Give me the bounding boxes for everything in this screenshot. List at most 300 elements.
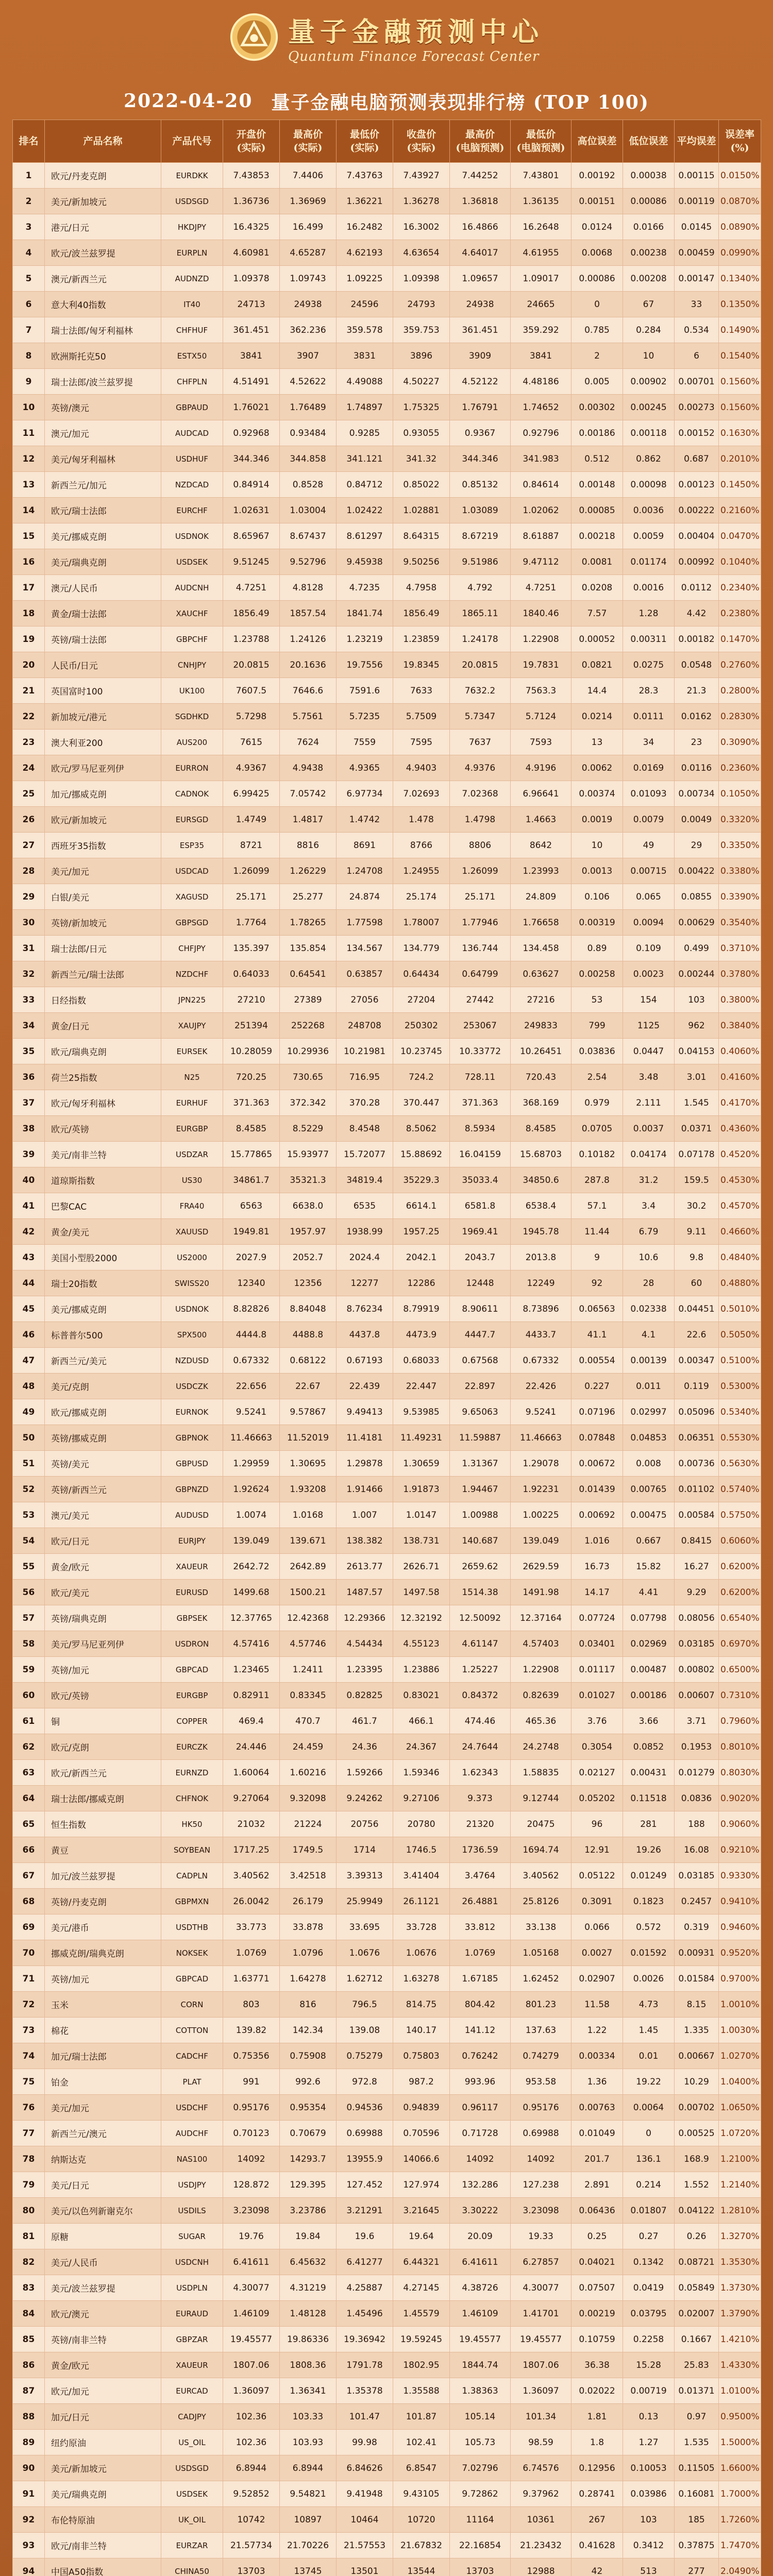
cell-high: 1957.97 [280,1219,337,1245]
cell-err-pct: 1.5000% [719,2430,761,2455]
cell-product-name: 欧元/新加坡元 [45,807,161,833]
cell-err-low: 34 [623,730,675,755]
cell-err-avg: 0.0145 [675,214,719,240]
cell-high: 10897 [280,2507,337,2533]
cell-err-high: 287.8 [572,1167,623,1193]
table-row [13,1811,761,1837]
cell-low: 2613.77 [337,1554,393,1580]
cell-high: 1857.54 [280,601,337,626]
cell-pred-low: 134.458 [511,936,572,961]
cell-open: 24713 [223,292,280,317]
cell-err-avg: 0.00736 [675,1451,719,1477]
cell-err-high: 2 [572,343,623,369]
cell-rank: 90 [13,2455,45,2481]
cell-high: 25.277 [280,884,337,910]
cell-err-high: 1.016 [572,1528,623,1554]
cell-low: 7591.6 [337,678,393,704]
cell-low: 1.35378 [337,2378,393,2404]
table-row [13,1399,761,1425]
cell-err-avg: 25.83 [675,2352,719,2378]
cell-err-low: 0.00475 [623,1502,675,1528]
cell-close: 9.53985 [393,1399,450,1425]
cell-rank: 56 [13,1580,45,1605]
cell-product-code: XAGUSD [161,884,223,910]
cell-err-pct: 0.2380% [719,601,761,626]
cell-err-pct: 0.0870% [719,189,761,214]
cell-err-low: 0.0037 [623,1116,675,1142]
cell-pred-low: 4.48186 [511,369,572,395]
cell-err-high: 2.54 [572,1064,623,1090]
cell-pred-low: 8.4585 [511,1116,572,1142]
cell-open: 22.656 [223,1374,280,1399]
table-row [13,2558,761,2576]
table-row [13,1193,761,1219]
cell-low: 716.95 [337,1064,393,1090]
cell-low: 0.84712 [337,472,393,498]
cell-open: 0.82911 [223,1683,280,1708]
table-body [13,163,761,2576]
cell-rank: 37 [13,1090,45,1116]
cell-err-low: 0.00139 [623,1348,675,1374]
cell-close: 3.41404 [393,1863,450,1889]
cell-err-low: 0.04174 [623,1142,675,1167]
cell-pred-high: 13703 [450,2558,511,2576]
cell-low: 0.9285 [337,420,393,446]
cell-pred-low: 8.73896 [511,1296,572,1322]
cell-pred-high: 20.09 [450,2224,511,2249]
table-row [13,2172,761,2198]
cell-high: 1749.5 [280,1837,337,1863]
table-row [13,292,761,317]
cell-low: 3.21291 [337,2198,393,2224]
cell-pred-low: 3841 [511,343,572,369]
cell-low: 1.24708 [337,858,393,884]
cell-rank: 29 [13,884,45,910]
cell-err-high: 0.0062 [572,755,623,781]
cell-err-pct: 0.2760% [719,652,761,678]
cell-product-name: 美元/挪威克朗 [45,1296,161,1322]
cell-product-name: 欧元/瑞典克朗 [45,1039,161,1064]
cell-close: 35229.3 [393,1167,450,1193]
table-row [13,1683,761,1708]
table-row [13,395,761,420]
cell-err-high: 0.01439 [572,1477,623,1502]
cell-product-code: SOYBEAN [161,1837,223,1863]
cell-err-high: 0.00052 [572,626,623,652]
cell-product-code: JPN225 [161,987,223,1013]
cell-low: 1.62712 [337,1966,393,1992]
cell-product-code: AUDNZD [161,266,223,292]
cell-err-pct: 0.8010% [719,1734,761,1760]
cell-product-code: EURGBP [161,1683,223,1708]
cell-err-low: 0.0447 [623,1039,675,1064]
cell-err-avg: 103 [675,987,719,1013]
cell-err-high: 799 [572,1013,623,1039]
cell-err-avg: 0.06351 [675,1425,719,1451]
cell-rank: 76 [13,2095,45,2121]
table-row [13,1528,761,1554]
cell-product-code: EURCHF [161,498,223,523]
cell-rank: 67 [13,1863,45,1889]
cell-close: 140.17 [393,2018,450,2043]
cell-open: 1.36097 [223,2378,280,2404]
cell-product-code: NZDCAD [161,472,223,498]
table-row [13,2069,761,2095]
cell-err-avg: 0.00667 [675,2043,719,2069]
cell-err-low: 0.00118 [623,420,675,446]
cell-rank: 71 [13,1966,45,1992]
cell-high: 1.09743 [280,266,337,292]
cell-rank: 52 [13,1477,45,1502]
cell-err-pct: 1.3270% [719,2224,761,2249]
cell-product-name: 美元/以色列新谢克尔 [45,2198,161,2224]
cell-product-code: UK_OIL [161,2507,223,2533]
cell-err-low: 0.862 [623,446,675,472]
table-row [13,1502,761,1528]
cell-open: 139.049 [223,1528,280,1554]
table-row [13,884,761,910]
cell-err-pct: 0.4880% [719,1270,761,1296]
cell-rank: 79 [13,2172,45,2198]
table-row [13,317,761,343]
cell-err-avg: 0.687 [675,446,719,472]
cell-open: 361.451 [223,317,280,343]
table-row [13,2352,761,2378]
cell-err-high: 0.979 [572,1090,623,1116]
cell-rank: 12 [13,446,45,472]
cell-err-low: 0.00238 [623,240,675,266]
cell-close: 13544 [393,2558,450,2576]
cell-pred-low: 98.59 [511,2430,572,2455]
cell-product-code: GBPSGD [161,910,223,936]
title-text: 量子金融电脑预测表现排行榜 (TOP 100) [271,91,649,113]
cell-pred-low: 8.61887 [511,523,572,549]
cell-high: 7.4406 [280,163,337,189]
cell-pred-high: 8.90611 [450,1296,511,1322]
cell-product-name: 美元/罗马尼亚列伊 [45,1631,161,1657]
cell-err-low: 0.2258 [623,2327,675,2352]
cell-product-name: 美元/加元 [45,2095,161,2121]
cell-product-name: 欧元/匈牙利福林 [45,1090,161,1116]
cell-pred-low: 25.8126 [511,1889,572,1914]
cell-pred-low: 1.36135 [511,189,572,214]
cell-err-high: 0.0019 [572,807,623,833]
cell-pred-high: 33.812 [450,1914,511,1940]
cell-pred-low: 2013.8 [511,1245,572,1270]
cell-pred-low: 7.43801 [511,163,572,189]
cell-pred-low: 7563.3 [511,678,572,704]
cell-err-avg: 277 [675,2558,719,2576]
cell-open: 0.75356 [223,2043,280,2069]
cell-rank: 38 [13,1116,45,1142]
cell-low: 7.43763 [337,163,393,189]
cell-high: 252268 [280,1013,337,1039]
cell-product-code: EURNOK [161,1399,223,1425]
cell-err-pct: 0.4660% [719,1219,761,1245]
table-row [13,2378,761,2404]
cell-err-avg: 9.29 [675,1580,719,1605]
cell-close: 4.27145 [393,2275,450,2301]
cell-err-avg: 1.335 [675,2018,719,2043]
cell-err-avg: 0.119 [675,1374,719,1399]
table-row [13,1837,761,1863]
cell-high: 135.854 [280,936,337,961]
cell-product-name: 美元/港币 [45,1914,161,1940]
cell-rank: 32 [13,961,45,987]
cell-pred-high: 1.09657 [450,266,511,292]
cell-err-low: 0.214 [623,2172,675,2198]
cell-product-code: PLAT [161,2069,223,2095]
cell-err-pct: 1.3790% [719,2301,761,2327]
cell-open: 26.0042 [223,1889,280,1914]
col-header-err-high: 高位误差 [572,120,623,163]
cell-high: 8.67437 [280,523,337,549]
cell-pred-high: 3.30222 [450,2198,511,2224]
cell-err-avg: 0.534 [675,317,719,343]
cell-pred-high: 11.59887 [450,1425,511,1451]
cell-product-code: USDCHF [161,2095,223,2121]
cell-open: 3841 [223,343,280,369]
cell-product-code: EURHUF [161,1090,223,1116]
cell-err-low: 15.82 [623,1554,675,1580]
cell-err-low: 19.22 [623,2069,675,2095]
cell-low: 1487.57 [337,1580,393,1605]
cell-err-avg: 0.00147 [675,266,719,292]
cell-pred-high: 0.85132 [450,472,511,498]
cell-err-low: 103 [623,2507,675,2533]
cell-err-pct: 0.6500% [719,1657,761,1683]
cell-err-low: 0.0275 [623,652,675,678]
cell-rank: 85 [13,2327,45,2352]
cell-err-high: 0.05122 [572,1863,623,1889]
cell-pred-low: 0.69988 [511,2121,572,2146]
cell-pred-low: 16.2648 [511,214,572,240]
cell-err-pct: 1.4330% [719,2352,761,2378]
cell-low: 6.41277 [337,2249,393,2275]
cell-err-low: 0.07798 [623,1605,675,1631]
cell-err-low: 0.0094 [623,910,675,936]
cell-close: 19.8345 [393,652,450,678]
cell-product-name: 标普普尔500 [45,1322,161,1348]
cell-open: 1.29959 [223,1451,280,1477]
cell-high: 16.499 [280,214,337,240]
cell-err-avg: 3.01 [675,1064,719,1090]
cell-err-pct: 0.3840% [719,1013,761,1039]
cell-err-pct: 0.2360% [719,755,761,781]
cell-high: 1.48128 [280,2301,337,2327]
cell-low: 1.36221 [337,189,393,214]
cell-high: 26.179 [280,1889,337,1914]
cell-err-pct: 0.5010% [719,1296,761,1322]
cell-product-code: AUDCHF [161,2121,223,2146]
table-row [13,1167,761,1193]
cell-product-code: USDCNH [161,2249,223,2275]
quantum-logo-icon [229,12,279,62]
cell-rank: 87 [13,2378,45,2404]
cell-product-name: 英镑/澳元 [45,395,161,420]
cell-err-low: 0.00038 [623,163,675,189]
cell-low: 33.695 [337,1914,393,1940]
cell-open: 12340 [223,1270,280,1296]
cell-err-pct: 0.3320% [719,807,761,833]
cell-rank: 47 [13,1348,45,1374]
col-header-close: 收盘价 (实际) [393,120,450,163]
cell-err-high: 0.07848 [572,1425,623,1451]
cell-high: 19.86336 [280,2327,337,2352]
cell-err-pct: 0.9700% [719,1966,761,1992]
table-row [13,1270,761,1296]
cell-pred-high: 2043.7 [450,1245,511,1270]
cell-high: 33.878 [280,1914,337,1940]
cell-err-pct: 1.2810% [719,2198,761,2224]
cell-pred-high: 253067 [450,1013,511,1039]
cell-product-code: GBPMXN [161,1889,223,1914]
cell-pred-high: 1969.41 [450,1219,511,1245]
cell-err-high: 57.1 [572,1193,623,1219]
cell-product-name: 黄金/日元 [45,1013,161,1039]
table-row [13,1219,761,1245]
cell-open: 1.23788 [223,626,280,652]
cell-err-pct: 0.9460% [719,1914,761,1940]
cell-product-code: SPX500 [161,1322,223,1348]
cell-pred-high: 25.171 [450,884,511,910]
cell-pred-low: 4.61955 [511,240,572,266]
cell-close: 814.75 [393,1992,450,2018]
cell-product-code: XAUJPY [161,1013,223,1039]
cell-err-pct: 0.4160% [719,1064,761,1090]
table-row [13,833,761,858]
cell-low: 8.61297 [337,523,393,549]
cell-open: 1807.06 [223,2352,280,2378]
cell-low: 16.2482 [337,214,393,240]
cell-err-avg: 0.00701 [675,369,719,395]
cell-open: 16.4325 [223,214,280,240]
cell-product-name: 新加坡元/港元 [45,704,161,730]
cell-rank: 58 [13,1631,45,1657]
cell-err-high: 0.06563 [572,1296,623,1322]
cell-rank: 30 [13,910,45,936]
cell-pred-low: 1.02062 [511,498,572,523]
cell-high: 1500.21 [280,1580,337,1605]
cell-close: 359.753 [393,317,450,343]
cell-err-pct: 0.1050% [719,781,761,807]
cell-product-name: 瑞士法郎/波兰兹罗提 [45,369,161,395]
cell-low: 12277 [337,1270,393,1296]
cell-low: 1.0676 [337,1940,393,1966]
cell-high: 0.83345 [280,1683,337,1708]
cell-err-avg: 0.00992 [675,549,719,575]
cell-err-avg: 3.71 [675,1708,719,1734]
cell-product-name: 黄金/欧元 [45,1554,161,1580]
cell-err-high: 0.00218 [572,523,623,549]
cell-err-avg: 0.8415 [675,1528,719,1554]
cell-high: 4.9438 [280,755,337,781]
cell-err-avg: 0.00115 [675,163,719,189]
cell-product-code: USDILS [161,2198,223,2224]
cell-open: 21.57734 [223,2533,280,2558]
cell-pred-low: 19.7831 [511,652,572,678]
cell-product-code: XAUCHF [161,601,223,626]
cell-product-code: GBPNZD [161,1477,223,1502]
cell-err-high: 7.57 [572,601,623,626]
cell-err-pct: 1.6600% [719,2455,761,2481]
cell-pred-low: 1.05168 [511,1940,572,1966]
cell-open: 4444.8 [223,1322,280,1348]
cell-product-name: 澳元/人民币 [45,575,161,601]
cell-pred-high: 10.33772 [450,1039,511,1064]
cell-rank: 86 [13,2352,45,2378]
cell-high: 992.6 [280,2069,337,2095]
cell-low: 24596 [337,292,393,317]
cell-product-code: EURZAR [161,2533,223,2558]
cell-err-pct: 0.4170% [719,1090,761,1116]
cell-pred-low: 5.7124 [511,704,572,730]
cell-product-name: 新西兰元/美元 [45,1348,161,1374]
cell-pred-low: 10361 [511,2507,572,2533]
cell-close: 19.64 [393,2224,450,2249]
cell-pred-high: 0.9367 [450,420,511,446]
table-row [13,626,761,652]
cell-err-high: 0.05202 [572,1786,623,1811]
cell-err-pct: 0.7310% [719,1683,761,1708]
cell-low: 6535 [337,1193,393,1219]
cell-pred-high: 16.4866 [450,214,511,240]
cell-product-code: NZDCHF [161,961,223,987]
table-row [13,1348,761,1374]
cell-pred-low: 249833 [511,1013,572,1039]
cell-product-code: SGDHKD [161,704,223,730]
cell-err-pct: 1.4210% [719,2327,761,2352]
cell-high: 1.60216 [280,1760,337,1786]
cell-pred-low: 3.40562 [511,1863,572,1889]
cell-high: 344.858 [280,446,337,472]
cell-close: 10.23745 [393,1039,450,1064]
cell-pred-low: 1.58835 [511,1760,572,1786]
cell-open: 14092 [223,2146,280,2172]
cell-pred-high: 19.45577 [450,2327,511,2352]
cell-err-pct: 0.6200% [719,1554,761,1580]
col-header-open: 开盘价 (实际) [223,120,280,163]
cell-err-low: 0.00719 [623,2378,675,2404]
cell-pred-high: 1.4798 [450,807,511,833]
cell-rank: 28 [13,858,45,884]
cell-err-avg: 0.319 [675,1914,719,1940]
cell-close: 7.43927 [393,163,450,189]
col-header-high: 最高价 (实际) [280,120,337,163]
cell-pred-high: 1.25227 [450,1657,511,1683]
cell-err-low: 1.27 [623,2430,675,2455]
cell-err-high: 0.89 [572,936,623,961]
cell-err-low: 0.01249 [623,1863,675,1889]
table-row [13,2533,761,2558]
cell-product-code: HK50 [161,1811,223,1837]
cell-high: 8.84048 [280,1296,337,1322]
cell-err-pct: 0.9330% [719,1863,761,1889]
brand-logo [0,6,773,68]
cell-product-code: EURGBP [161,1116,223,1142]
cell-err-avg: 0.00607 [675,1683,719,1708]
cell-pred-high: 1.31367 [450,1451,511,1477]
cell-product-name: 原糖 [45,2224,161,2249]
cell-open: 1.09378 [223,266,280,292]
cell-close: 26.1121 [393,1889,450,1914]
cell-pred-low: 0.92796 [511,420,572,446]
cell-product-name: 英国富时100 [45,678,161,704]
cell-err-high: 0.227 [572,1374,623,1399]
cell-product-code: GBPNOK [161,1425,223,1451]
table-row [13,2095,761,2121]
cell-high: 730.65 [280,1064,337,1090]
